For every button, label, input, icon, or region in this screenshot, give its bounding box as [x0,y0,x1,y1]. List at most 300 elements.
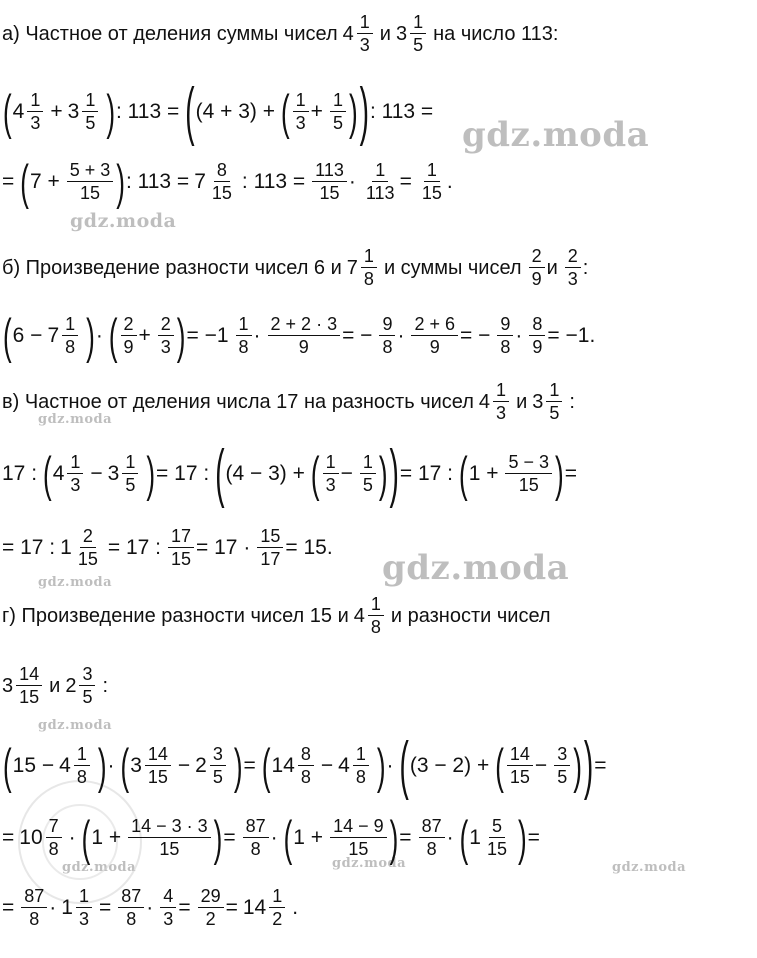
denominator: 2 [272,909,283,929]
denominator: 8 [382,337,393,357]
numerator: 1 [236,314,252,336]
fraction [368,594,384,637]
paren: ) [233,737,243,794]
fraction [67,160,114,203]
operator: = [2,825,15,849]
mixed-number [479,380,511,423]
mixed-number [338,744,371,787]
text: б) Произведение разности чисел 6 и [2,256,342,279]
operator: − [340,461,353,485]
mixed-number [2,664,44,707]
whole: 7 [194,169,206,193]
section-a-line-1 [2,74,438,146]
paren: ) [517,809,527,866]
mixed-number [396,12,428,55]
operator: · [348,169,356,193]
paren: ( [215,436,225,508]
fraction [236,314,252,357]
paren: ( [310,445,320,502]
paren: ( [283,809,293,866]
operator: = [225,895,238,919]
whole: 4 [353,604,365,627]
text: и [49,674,61,697]
operator: · [95,323,103,347]
text: = 17 : [399,461,454,485]
whole: 14 [271,753,295,777]
paren: ) [213,809,223,866]
numerator: 5 [489,816,505,838]
text: в) Частное от деления числа 17 на разность чисел [2,390,474,413]
paren: ) [359,74,369,146]
operator: = [2,895,15,919]
whole: 1 [469,825,481,849]
denominator: 15 [171,549,192,569]
fraction [198,886,224,929]
text: (3 − 2) + [409,753,490,777]
denominator: 5 [413,35,424,55]
whole: 7 [346,256,358,279]
paren: ) [378,445,388,502]
denominator: 113 [365,183,395,203]
mixed-number [195,744,228,787]
denominator: 5 [125,475,136,495]
paren: ( [185,74,195,146]
text: . [292,895,299,919]
mixed-number [60,526,103,569]
text: 6 − [12,323,43,347]
fraction [410,12,426,55]
denominator: 5 [212,767,223,787]
denominator: 5 [85,113,96,133]
denominator: 15 [77,549,98,569]
whole: 3 [395,22,408,45]
operator: + [310,99,323,123]
fraction [21,886,47,929]
fraction [128,816,211,859]
denominator: 9 [429,337,440,357]
numerator: 1 [357,12,373,34]
text: = 17 : [156,461,210,485]
fraction [210,744,226,787]
operator: − [177,753,191,777]
whole: 1 [61,895,73,919]
whole: 4 [478,390,491,413]
numerator: 1 [74,744,90,766]
denominator: 3 [30,113,41,133]
operator: = [99,895,112,919]
fraction [360,452,376,495]
section-b-heading [2,246,593,289]
watermark: gdz.moda [332,856,407,871]
watermark: gdz.moda [62,860,137,875]
paren: ) [116,153,125,210]
fraction [419,160,445,203]
numerator: 1 [353,744,369,766]
numerator: 87 [118,886,144,908]
operator: = [223,825,236,849]
numerator: 2 [158,314,174,336]
denominator: 8 [65,337,76,357]
operator: · [146,895,154,919]
fraction [546,380,562,423]
fraction [27,90,43,133]
mixed-number [354,594,386,637]
mixed-number [68,90,101,133]
numerator: 5 + 3 [67,160,114,182]
paren: ( [261,737,271,794]
text: = − [460,323,491,347]
paren: ) [555,445,564,502]
denominator: 5 [82,687,93,707]
text: = [594,753,607,777]
watermark: gdz.moda [612,860,687,875]
numerator: 17 [168,526,194,548]
paren: ( [3,307,12,364]
section-b-line-1 [2,307,600,364]
operator: + [138,323,151,347]
paren: ) [106,83,116,140]
mixed-number [130,744,173,787]
fraction [269,886,285,929]
fraction [554,744,570,787]
section-v-line-2 [2,526,338,569]
text: = [564,461,577,485]
text: = −1 [186,323,229,347]
fraction [82,90,98,133]
numerator: 2 [529,246,545,268]
whole: 2 [65,674,77,697]
fraction [529,314,545,357]
fraction [379,314,395,357]
whole: 4 [12,99,25,123]
watermark: gdz.moda [70,210,177,232]
watermark: gdz.moda [38,718,113,733]
paren: ( [81,809,91,866]
numerator: 4 [160,886,176,908]
mixed-number [469,816,512,859]
fraction [46,816,62,859]
text: (4 − 3) + [225,461,305,485]
text: на число 113: [433,22,559,45]
fraction [497,314,513,357]
paren: ) [389,809,399,866]
numerator: 1 [372,160,388,182]
operator: · [386,753,394,777]
denominator: 15 [518,475,539,495]
fraction [312,160,347,203]
mixed-number [343,12,375,55]
numerator: 15 [257,526,283,548]
fraction [419,816,445,859]
text: : 113 = [241,169,306,193]
operator: − [534,753,548,777]
numerator: 2 [565,246,581,268]
fraction [79,664,95,707]
paren: ( [108,307,118,364]
watermark: gdz.moda [38,412,113,427]
text: и суммы чисел [383,256,522,279]
denominator: 8 [426,839,437,859]
fraction [529,246,545,289]
fraction [74,744,90,787]
whole: 3 [2,674,14,697]
text: : [582,256,589,279]
fraction [62,314,78,357]
paren: ) [146,445,156,502]
fraction [243,816,269,859]
numerator: 1 [330,90,346,112]
numerator: 14 − 3 · 3 [128,816,211,838]
paren: ( [43,445,52,502]
operator: = [178,895,191,919]
paren: ) [348,83,358,140]
text: : [102,674,109,697]
numerator: 14 − 9 [330,816,387,838]
fraction [145,744,171,787]
text: а) Частное от деления суммы чисел [2,22,338,45]
numerator: 1 [67,452,83,474]
numerator: 29 [198,886,224,908]
denominator: 15 [319,183,340,203]
section-g-line-1 [2,728,611,800]
denominator: 8 [363,269,374,289]
paren: ) [97,737,107,794]
text: = 17 : [107,535,161,559]
section-g-heading-2 [2,664,113,707]
text: г) Произведение разности чисел 15 и [2,604,349,627]
text: 1 + [91,825,122,849]
whole: 3 [67,99,80,123]
whole: 4 [342,22,354,45]
operator: · [253,323,261,347]
fraction [353,744,369,787]
numerator: 1 [62,314,78,336]
fraction [363,160,398,203]
numerator: 3 [554,744,570,766]
paren: ( [399,728,409,800]
denominator: 8 [48,839,59,859]
watermark: gdz.moda [38,575,113,590]
operator: · [68,825,76,849]
operator: = [399,169,412,193]
paren: ( [459,445,468,502]
denominator: 15 [211,183,232,203]
whole: 7 [47,323,60,347]
numerator: 1 [27,90,43,112]
operator: = [2,169,15,193]
paren: ( [120,737,130,794]
whole: 14 [242,895,267,919]
text: = 17 · [196,535,251,559]
fraction [330,90,346,133]
numerator: 87 [419,816,445,838]
denominator: 9 [123,337,134,357]
denominator: 5 [362,475,373,495]
denominator: 17 [260,549,281,569]
operator: − [90,461,103,485]
numerator: 14 [145,744,171,766]
numerator: 9 [379,314,395,336]
numerator: 2 [80,526,96,548]
text: : 113 = [125,169,190,193]
denominator: 3 [567,269,578,289]
denominator: 5 [549,403,560,423]
paren: ( [280,83,290,140]
denominator: 15 [79,183,100,203]
numerator: 3 [210,744,226,766]
operator: · [49,895,57,919]
text: : 113 = [116,99,180,123]
numerator: 2 + 6 [411,314,458,336]
paren: ) [176,307,186,364]
numerator: 14 [507,744,533,766]
section-a-heading [2,12,563,55]
section-v-heading [2,380,580,423]
text: = 17 : [2,535,56,559]
fraction [505,452,552,495]
numerator: 1 [493,380,509,402]
mixed-number [271,744,315,787]
numerator: 8 [298,744,314,766]
mixed-number [19,816,63,859]
paren: ) [583,728,594,800]
numerator: 3 [79,664,95,686]
whole: 10 [19,825,43,849]
fraction [122,452,138,495]
numerator: 9 [497,314,513,336]
text: 15 − [12,753,55,777]
fraction [357,12,373,55]
denominator: 8 [300,767,311,787]
mixed-number [243,886,287,929]
text: и [516,390,528,413]
denominator: 9 [532,337,543,357]
fraction [16,664,42,707]
denominator: 15 [19,687,40,707]
text: (4 + 3) + [195,99,275,123]
denominator: 9 [531,269,542,289]
mixed-number [347,246,379,289]
denominator: 8 [76,767,87,787]
denominator: 9 [298,337,309,357]
denominator: 8 [238,337,249,357]
text: = − [342,323,373,347]
denominator: 15 [486,839,507,859]
denominator: 8 [355,767,366,787]
paren: ) [86,307,95,364]
fraction [76,886,92,929]
numerator: 1 [269,886,285,908]
paren: ) [376,737,386,794]
operator: · [107,753,115,777]
whole: 1 [60,535,72,559]
paren: ( [3,737,12,794]
operator: = [243,753,256,777]
numerator: 5 − 3 [505,452,552,474]
fraction [168,526,194,569]
denominator: 8 [370,617,381,637]
whole: 4 [52,461,65,485]
whole: 3 [532,390,544,413]
denominator: 2 [205,909,216,929]
mixed-number [47,314,80,357]
section-g-line-3 [2,886,303,929]
denominator: 5 [332,113,343,133]
fraction [298,744,314,787]
fraction [411,314,458,357]
denominator: 15 [348,839,369,859]
mixed-number [194,160,237,203]
text: и [379,22,391,45]
fraction [268,314,341,357]
numerator: 8 [529,314,545,336]
fraction [121,314,137,357]
mixed-number [13,90,46,133]
numerator: 87 [243,816,269,838]
numerator: 1 [82,90,98,112]
operator: = [527,825,540,849]
denominator: 15 [159,839,180,859]
numerator: 7 [46,816,62,838]
denominator: 8 [29,909,40,929]
paren: ( [3,83,12,140]
fraction [323,452,339,495]
paren: ) [389,436,399,508]
text: : 113 = [369,99,434,123]
numerator: 1 [76,886,92,908]
text: 1 + [293,825,324,849]
fraction [209,160,235,203]
denominator: 3 [78,909,89,929]
numerator: 1 [368,594,384,616]
numerator: 2 [121,314,137,336]
paren: ( [20,153,29,210]
fraction [361,246,377,289]
paren: ( [495,737,504,794]
mixed-number [108,452,141,495]
mixed-number [61,886,94,929]
watermark: gdz.moda [462,115,650,155]
fraction [158,314,174,357]
mixed-number [59,744,92,787]
text: = 15. [285,535,333,559]
text: и [546,256,558,279]
whole: 2 [195,753,207,777]
operator: − [320,753,334,777]
section-g-heading [2,594,556,637]
watermark: gdz.moda [382,548,570,588]
fraction [75,526,101,569]
fraction [330,816,387,859]
operator: + [50,99,63,123]
numerator: 113 [312,160,347,182]
fraction [160,886,176,929]
fraction [507,744,533,787]
denominator: 3 [325,475,336,495]
fraction [257,526,283,569]
operator: · [270,825,278,849]
denominator: 8 [126,909,137,929]
mixed-number [532,380,564,423]
denominator: 15 [509,767,530,787]
denominator: 3 [359,35,370,55]
operator: · [446,825,454,849]
text: = −1. [547,323,596,347]
operator: · [515,323,523,347]
fraction [565,246,581,289]
numerator: 1 [546,380,562,402]
section-a-line-2 [2,153,458,210]
